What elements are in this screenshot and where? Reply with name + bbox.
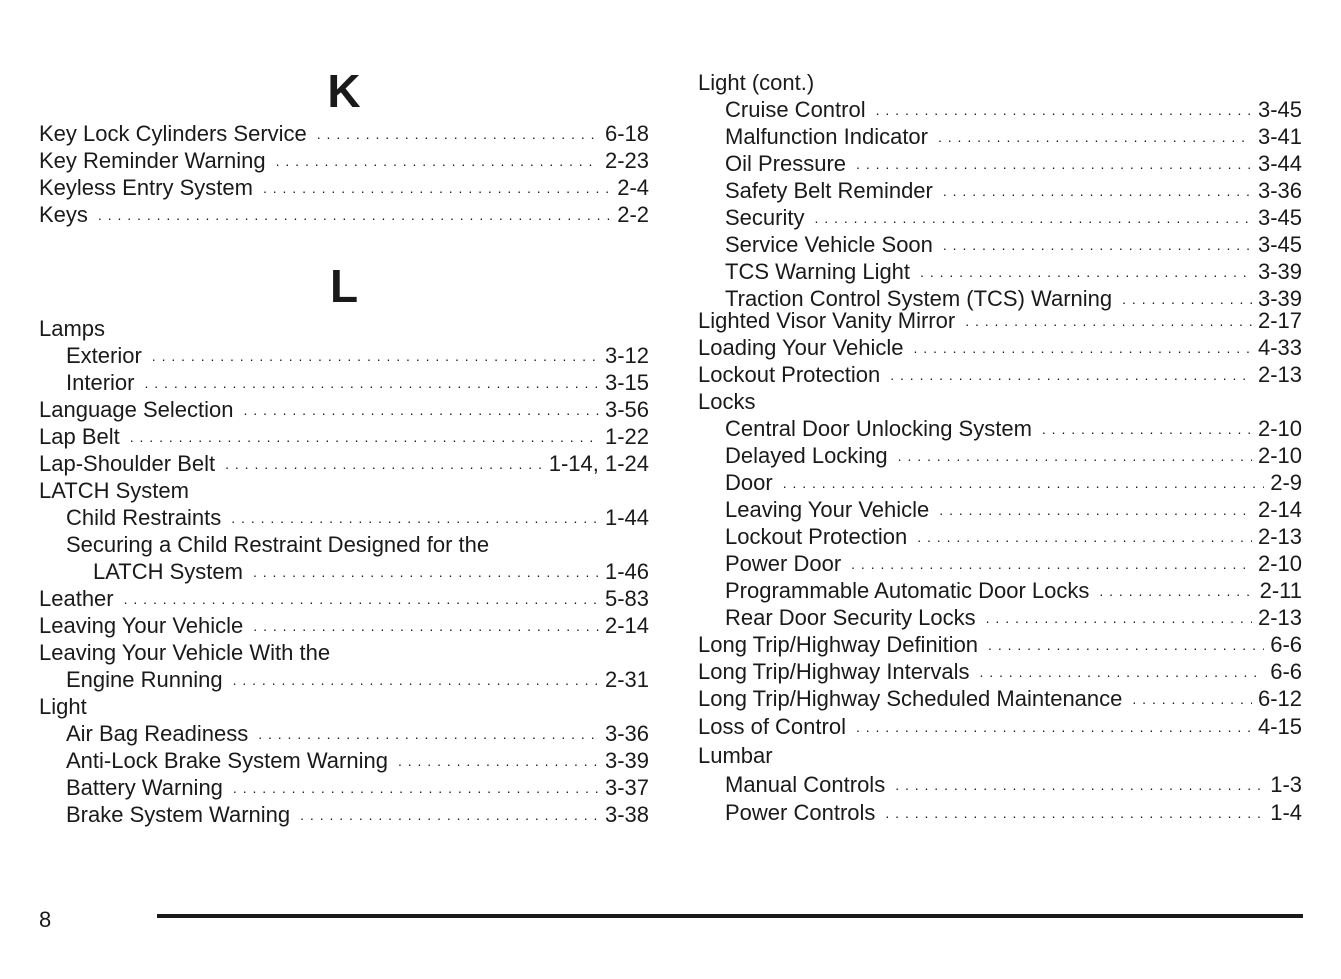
index-entry: Keyless Entry System . . . 2-4 (39, 174, 649, 201)
index-entry: Long Trip/Highway Definition . . . 6-6 (698, 631, 1302, 658)
index-subentry: Brake System Warning . . . 3-38 (66, 801, 649, 828)
index-entry: Lap-Shoulder Belt . . . 1-14, 1-24 (39, 450, 649, 477)
index-heading: Lumbar (698, 743, 773, 768)
index-subentry: Traction Control System (TCS) Warning . . . 3-39 (725, 285, 1302, 312)
index-subentry: Manual Controls . . . 1-3 (725, 771, 1302, 798)
index-entry: Loss of Control . . . 4-15 (698, 713, 1302, 740)
index-entry: Long Trip/Highway Scheduled Maintenance . . . 6-12 (698, 685, 1302, 712)
index-subentry: Battery Warning . . . 3-37 (66, 774, 649, 801)
section-letter-l: L (329, 260, 359, 312)
index-subentry: Oil Pressure . . . 3-44 (725, 150, 1302, 177)
index-entry: Long Trip/Highway Intervals . . . 6-6 (698, 658, 1302, 685)
index-subentry: Delayed Locking . . . 2-10 (725, 442, 1302, 469)
index-entry: Key Reminder Warning . . . 2-23 (39, 147, 649, 174)
index-subentry: Anti-Lock Brake System Warning . . . 3-39 (66, 747, 649, 774)
index-subentry: Air Bag Readiness . . . 3-36 (66, 720, 649, 747)
page-number: 8 (39, 907, 52, 932)
index-subentry: Malfunction Indicator . . . 3-41 (725, 123, 1302, 150)
index-entry: Language Selection . . . 3-56 (39, 396, 649, 423)
index-entry: Leaving Your Vehicle With the (39, 640, 331, 665)
index-heading: Locks (698, 389, 756, 414)
index-subentry: Programmable Automatic Door Locks . . . 2-11 (725, 577, 1302, 604)
index-subentry-continuation: LATCH System . . . 1-46 (93, 558, 649, 585)
index-subentry: Safety Belt Reminder . . . 3-36 (725, 177, 1302, 204)
index-entry: Leather . . . 5-83 (39, 585, 649, 612)
index-subentry: Lockout Protection . . . 2-13 (725, 523, 1302, 550)
footer-rule (157, 914, 1303, 918)
index-entry: Lap Belt . . . 1-22 (39, 423, 649, 450)
index-entry: Keys . . . 2-2 (39, 201, 649, 228)
index-entry: Leaving Your Vehicle . . . 2-14 (39, 612, 649, 639)
index-subentry: Service Vehicle Soon . . . 3-45 (725, 231, 1302, 258)
index-subentry: Exterior . . . 3-12 (66, 342, 649, 369)
index-heading: Light (39, 694, 87, 719)
index-subentry: TCS Warning Light . . . 3-39 (725, 258, 1302, 285)
index-subentry: Rear Door Security Locks . . . 2-13 (725, 604, 1302, 631)
index-heading: Lamps (39, 316, 106, 341)
index-entry: Key Lock Cylinders Service . . . 6-18 (39, 120, 649, 147)
index-subentry: Cruise Control . . . 3-45 (725, 96, 1302, 123)
index-subentry: Securing a Child Restraint Designed for the (66, 532, 490, 557)
index-subentry: Leaving Your Vehicle . . . 2-14 (725, 496, 1302, 523)
index-heading: LATCH System (39, 478, 189, 503)
section-letter-k: K (327, 65, 361, 117)
index-subentry: Interior . . . 3-15 (66, 369, 649, 396)
index-subentry: Central Door Unlocking System . . . 2-10 (725, 415, 1302, 442)
index-entry: Lockout Protection . . . 2-13 (698, 361, 1302, 388)
index-subentry: Power Door . . . 2-10 (725, 550, 1302, 577)
index-entry-continuation: Engine Running . . . 2-31 (66, 666, 649, 693)
index-subentry: Power Controls . . . 1-4 (725, 799, 1302, 826)
index-entry: Lighted Visor Vanity Mirror . . . 2-17 (698, 307, 1302, 334)
index-subentry: Door . . . 2-9 (725, 469, 1302, 496)
index-subentry: Security . . . 3-45 (725, 204, 1302, 231)
index-entry: Loading Your Vehicle . . . 4-33 (698, 334, 1302, 361)
index-heading: Light (cont.) (698, 70, 815, 95)
index-subentry: Child Restraints . . . 1-44 (66, 504, 649, 531)
